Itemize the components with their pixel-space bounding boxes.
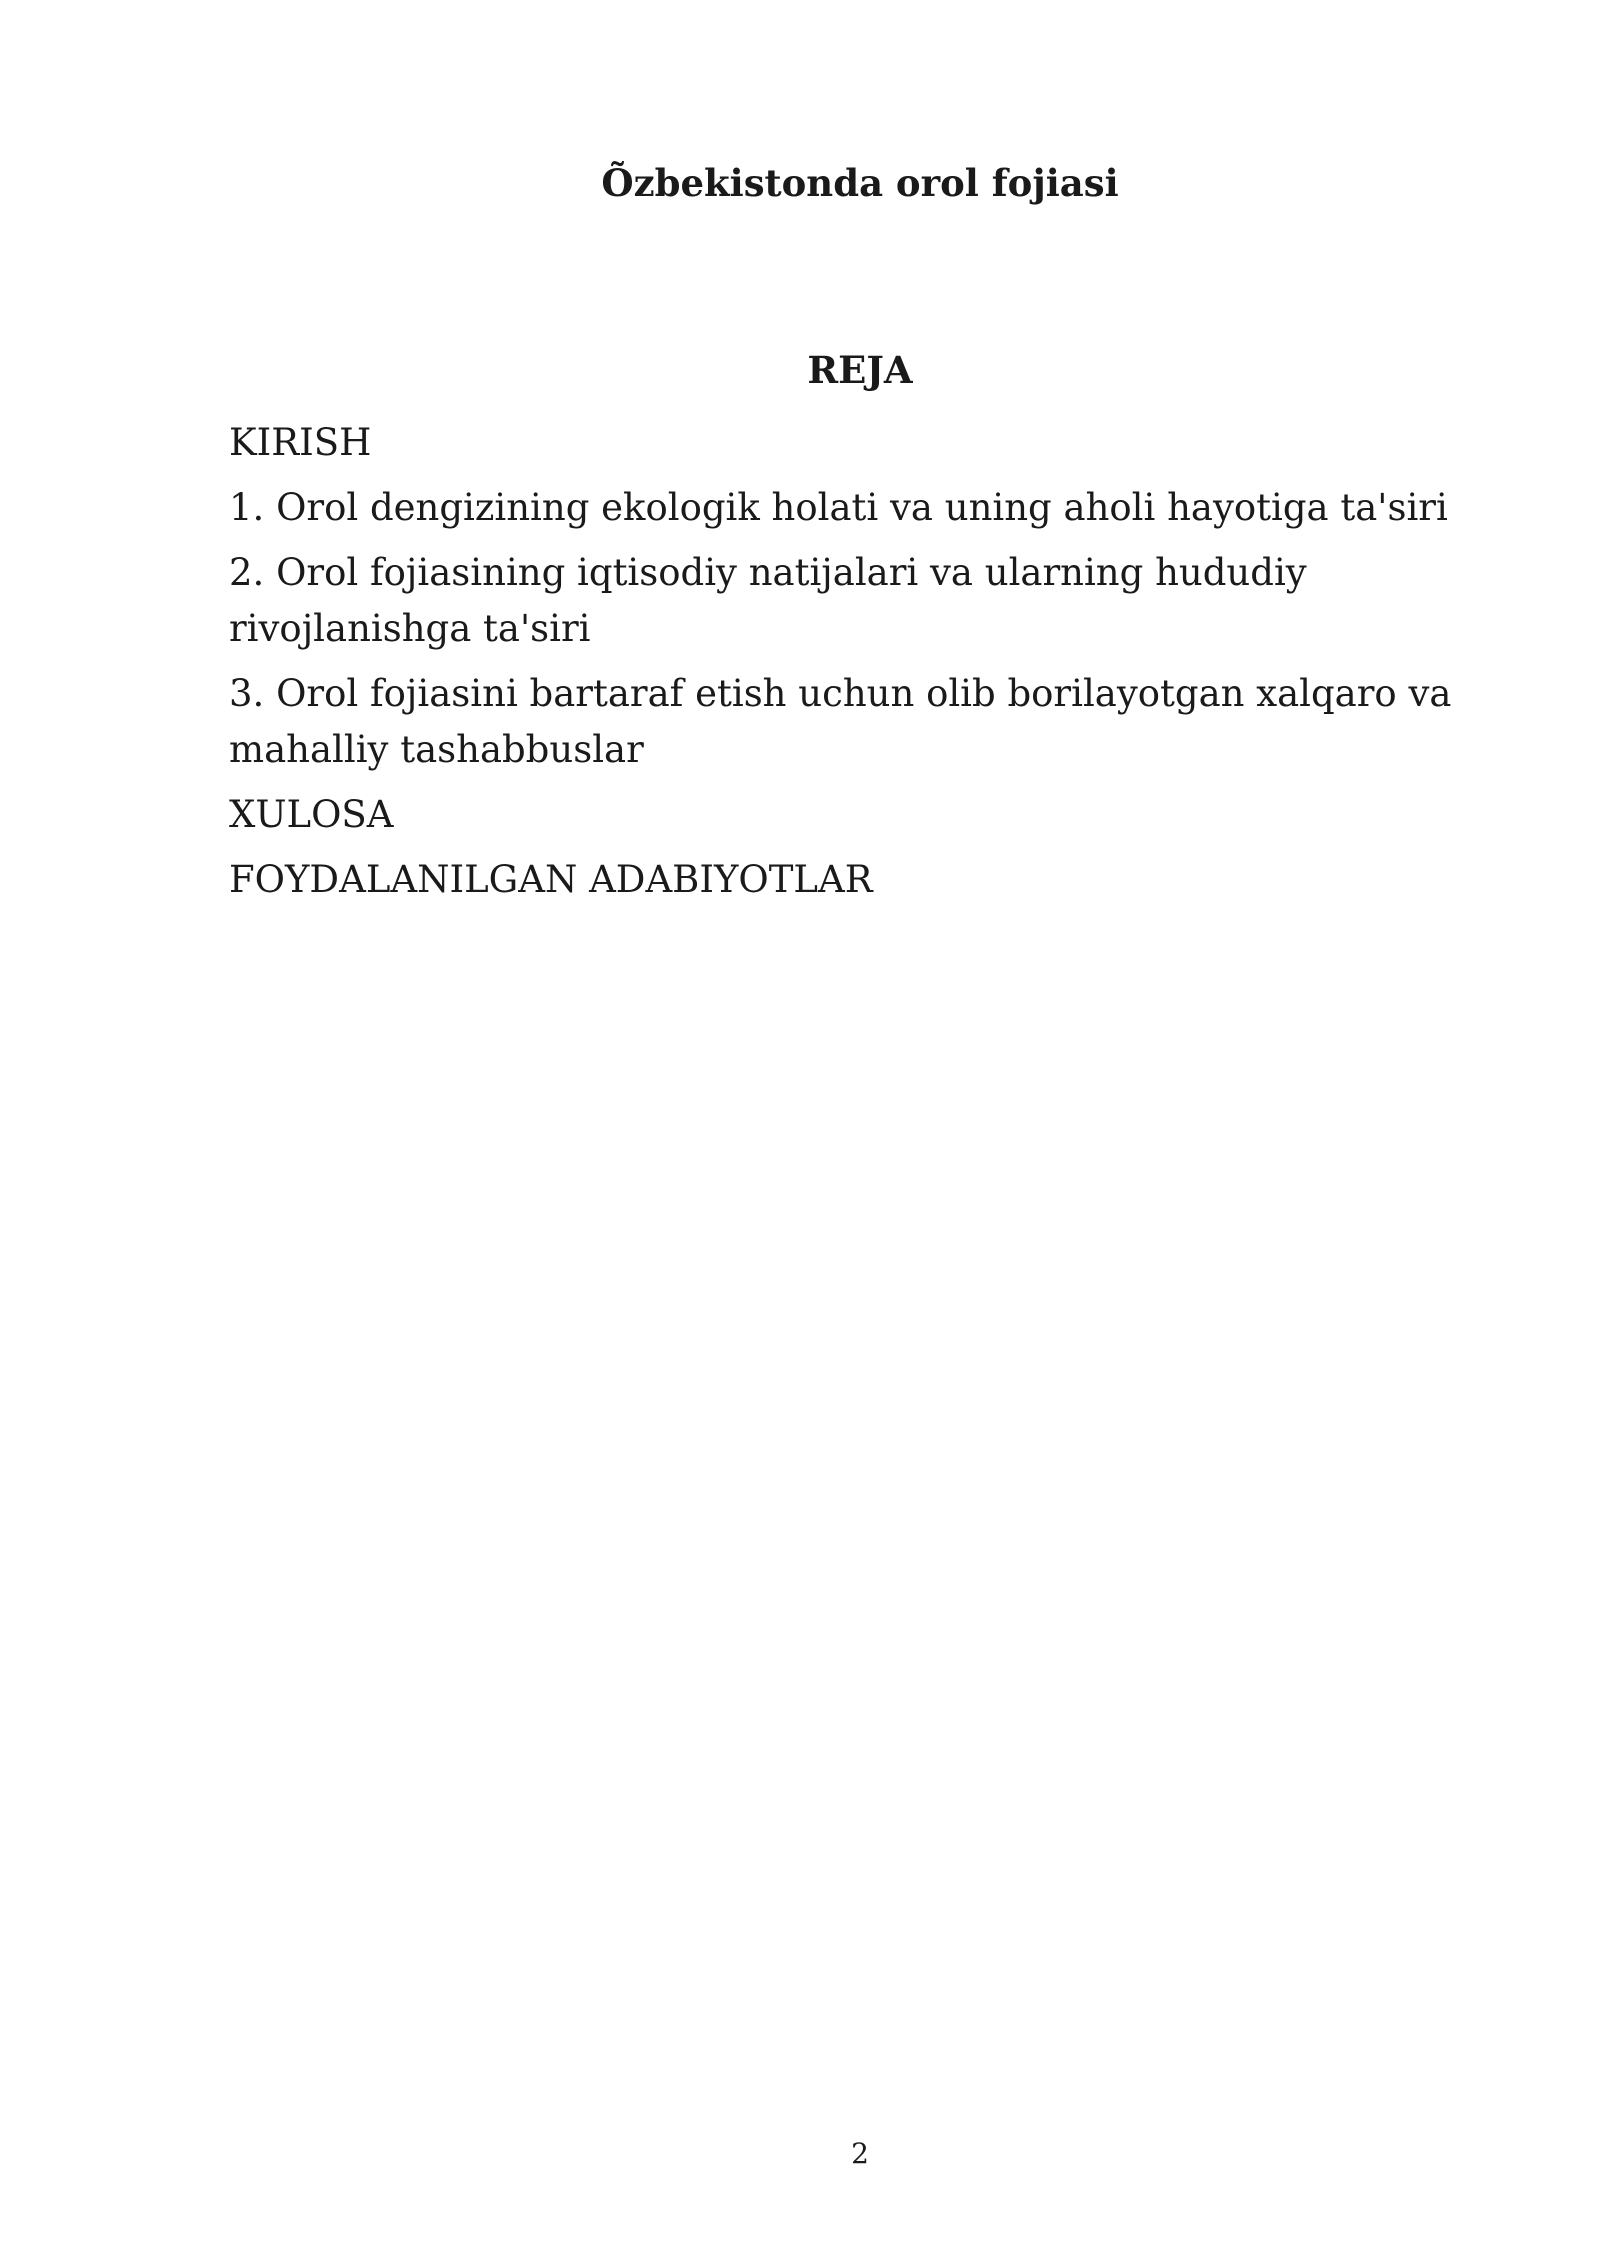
page-number: 2 <box>851 2137 869 2170</box>
plan-item-3: 3. Orol fojiasini bartaraf etish uchun olib borilayotgan xalqaro va mahalliy tashabbuslar <box>229 672 1452 771</box>
plan-heading: REJA <box>807 348 913 392</box>
plan-list <box>229 415 1519 917</box>
plan-item-references: FOYDALANILGAN ADABIYOTLAR <box>229 858 873 901</box>
plan-item-2: 2. Orol fojiasining iqtisodiy natijalari va ularning hududiy rivojlanishga ta'siri <box>229 551 1307 650</box>
plan-item-introduction: KIRISH <box>229 421 372 464</box>
plan-item-conclusion: XULOSA <box>229 793 394 836</box>
plan-item-1: 1. Orol dengizining ekologik holati va uning aholi hayotiga ta'siri <box>229 486 1448 529</box>
document-title: Õzbekistonda orol fojiasi <box>601 161 1119 205</box>
